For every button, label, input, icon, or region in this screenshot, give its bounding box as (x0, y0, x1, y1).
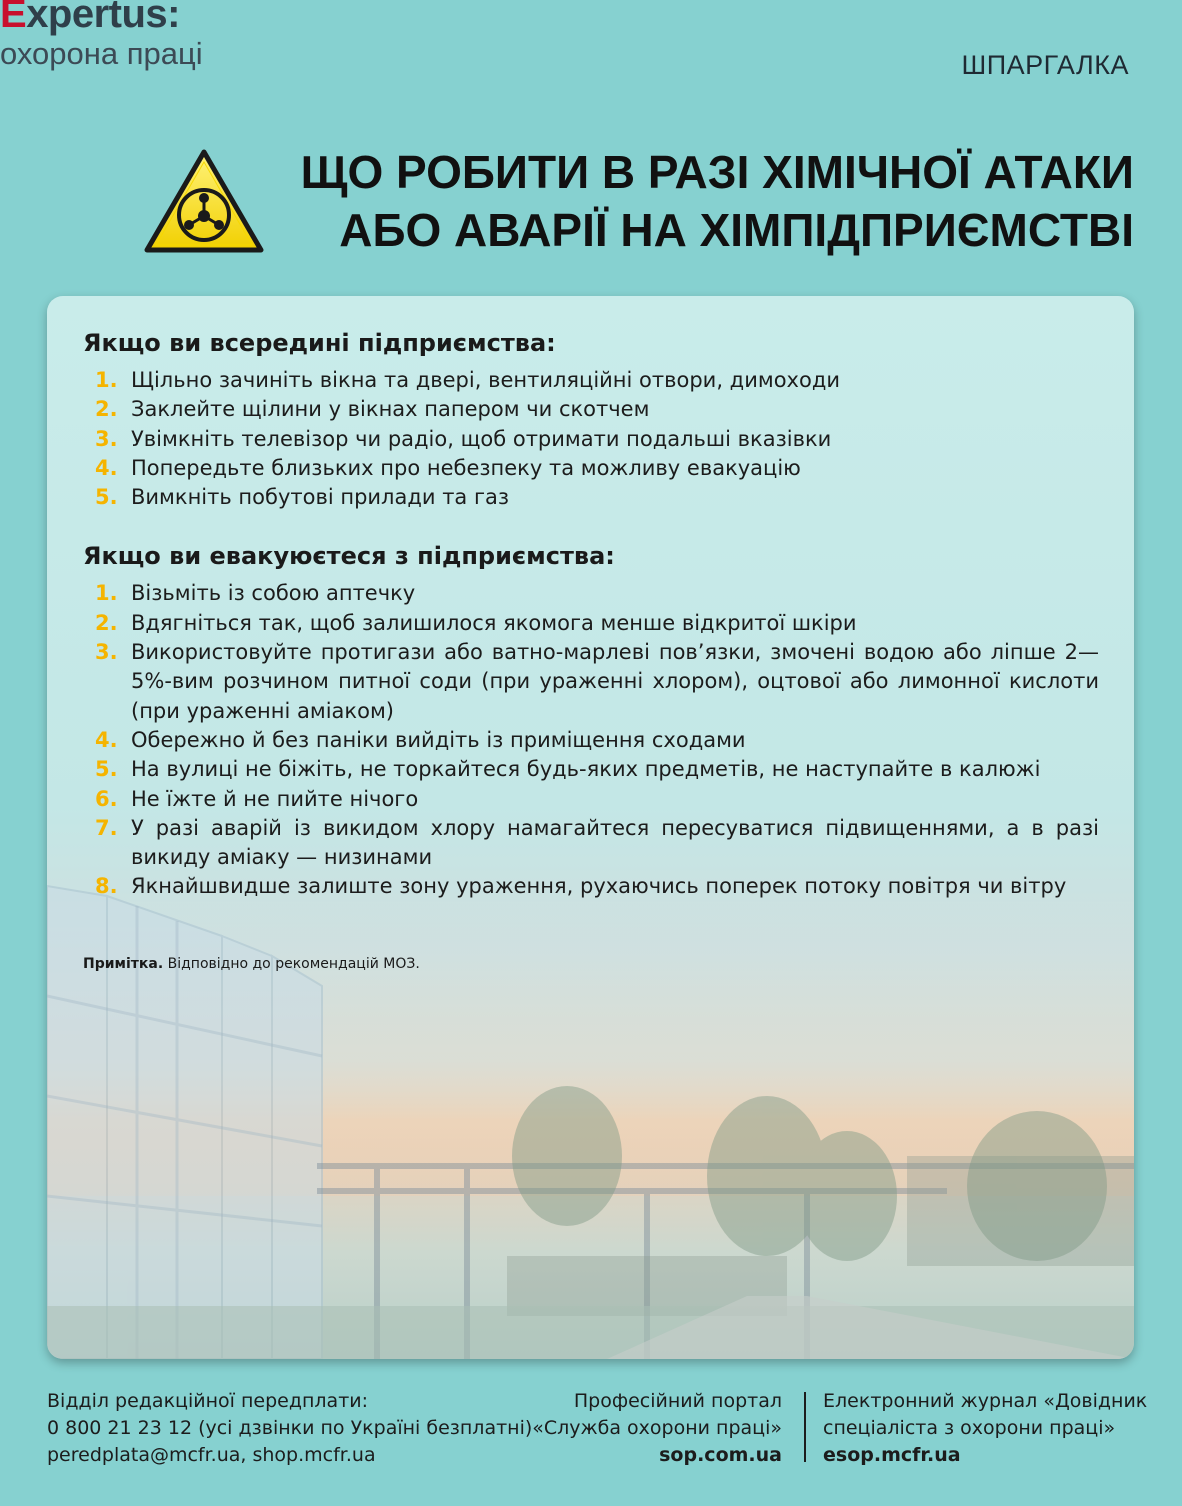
list-item-number: 7. (95, 815, 118, 840)
list-item-text: Обережно й без паніки вийдіть із приміщення сходами (131, 727, 746, 752)
footer-portal-title: Професійний портал (573, 1390, 782, 1412)
footer-subscription (47, 1388, 532, 1469)
footer-journal-title: Електронний журнал «Довідник (823, 1390, 1148, 1412)
section-inside-list (83, 366, 1099, 512)
page-title (301, 143, 1134, 259)
footer-portal-link[interactable]: sop.com.ua (659, 1444, 782, 1466)
list-item (83, 579, 1099, 608)
list-item (83, 395, 1099, 424)
instructions-card (47, 296, 1134, 1359)
footer-journal-link[interactable]: esop.mcfr.ua (823, 1444, 961, 1466)
list-item-number: 4. (95, 455, 118, 480)
list-item-number: 8. (95, 874, 118, 899)
footer-journal-name: спеціаліста з охорони праці» (823, 1417, 1116, 1439)
list-item (83, 872, 1099, 901)
list-item (83, 726, 1099, 755)
footer-subscription-title: Відділ редакційної передплати: (47, 1390, 369, 1412)
list-item-number: 4. (95, 727, 118, 752)
list-item-number: 3. (95, 426, 118, 451)
list-item-number: 3. (95, 640, 118, 665)
document-tag: ШПАРГАЛКА (961, 50, 1129, 80)
list-item-number: 1. (95, 581, 118, 606)
list-item-text: Візьміть із собою аптечку (131, 581, 416, 606)
list-item (83, 609, 1099, 638)
list-item-text: Якнайшвидше залиште зону ураження, рухаючись поперек потоку повітря чи вітру (131, 874, 1067, 899)
list-item-number: 2. (95, 397, 118, 422)
list-item-text: На вулиці не біжіть, не торкайтеся будь-яких предметів, не наступайте в калюжі (131, 757, 1041, 782)
list-item-text: Попередьте близьких про небезпеку та можливу евакуацію (131, 455, 801, 480)
note (83, 956, 420, 972)
list-item-text: Увімкніть телевізор чи радіо, щоб отримати подальші вказівки (131, 426, 832, 451)
chemical-hazard-triangle-icon (143, 148, 265, 256)
footer-subscription-phone: 0 800 21 23 12 (усі дзвінки по Україні безплатні) (47, 1417, 533, 1439)
list-item-number: 1. (95, 368, 118, 392)
footer-subscription-contacts[interactable]: peredplata@mcfr.ua, shop.mcfr.ua (47, 1444, 376, 1466)
list-item (83, 454, 1099, 483)
section-evacuation-heading: Якщо ви евакуюєтеся з підприємства: (83, 542, 615, 571)
note-text: Відповідно до рекомендацій МОЗ. (167, 956, 420, 972)
list-item-text: Вдягніться так, щоб залишилося якомога менше відкритої шкіри (131, 610, 857, 635)
list-item (83, 755, 1099, 784)
list-item-text: Не їжте й не пийте нічого (131, 786, 419, 811)
logo-brand-initial: E (0, 0, 27, 36)
list-item (83, 638, 1099, 726)
list-item-number: 5. (95, 757, 118, 782)
page-title-line1: ЩО РОБИТИ В РАЗІ ХІМІЧНОЇ АТАКИ (300, 146, 1134, 198)
logo-subtitle: охорона праці (0, 36, 203, 71)
list-item (83, 425, 1099, 454)
footer-divider (804, 1392, 806, 1462)
list-item-text: У разі аварій із викидом хлору намагайтеся пересуватися підвищеннями, а в разі викиду аміаку — низинами (131, 815, 1099, 870)
list-item-text: Щільно зачиніть вікна та двері, вентиляційні отвори, димоходи (131, 368, 840, 392)
footer-portal-name: «Служба охорони праці» (532, 1417, 782, 1439)
list-item (83, 814, 1099, 873)
instructions-content (83, 326, 1099, 902)
list-item (83, 785, 1099, 814)
footer-portal (532, 1388, 782, 1469)
note-label: Примітка. (83, 956, 164, 972)
logo-brand-name (0, 0, 180, 34)
list-item (83, 483, 1099, 512)
list-item-number: 5. (95, 485, 118, 510)
list-item-text: Вимкніть побутові прилади та газ (131, 485, 510, 510)
list-item-text: Заклейте щілини у вікнах папером чи скотчем (131, 397, 650, 422)
logo-brand-rest: xpertus: (26, 0, 180, 36)
list-item-number: 2. (95, 610, 118, 635)
list-item (83, 366, 1099, 395)
footer-journal (823, 1388, 1147, 1469)
section-inside-heading: Якщо ви всередині підприємства: (83, 329, 556, 357)
section-evacuation-list (83, 579, 1099, 901)
list-item-text: Використовуйте протигази або ватно-марлеві пов’язки, змочені водою або ліпше 2—5%-вим розчином питної соди (при ураженні хлором), оцтової або лимонної кислоти (при ураженні аміаком) (131, 640, 1099, 723)
list-item-number: 6. (95, 786, 118, 811)
page-title-line2: АБО АВАРІЇ НА ХІМПІДПРИЄМСТВІ (339, 204, 1134, 256)
